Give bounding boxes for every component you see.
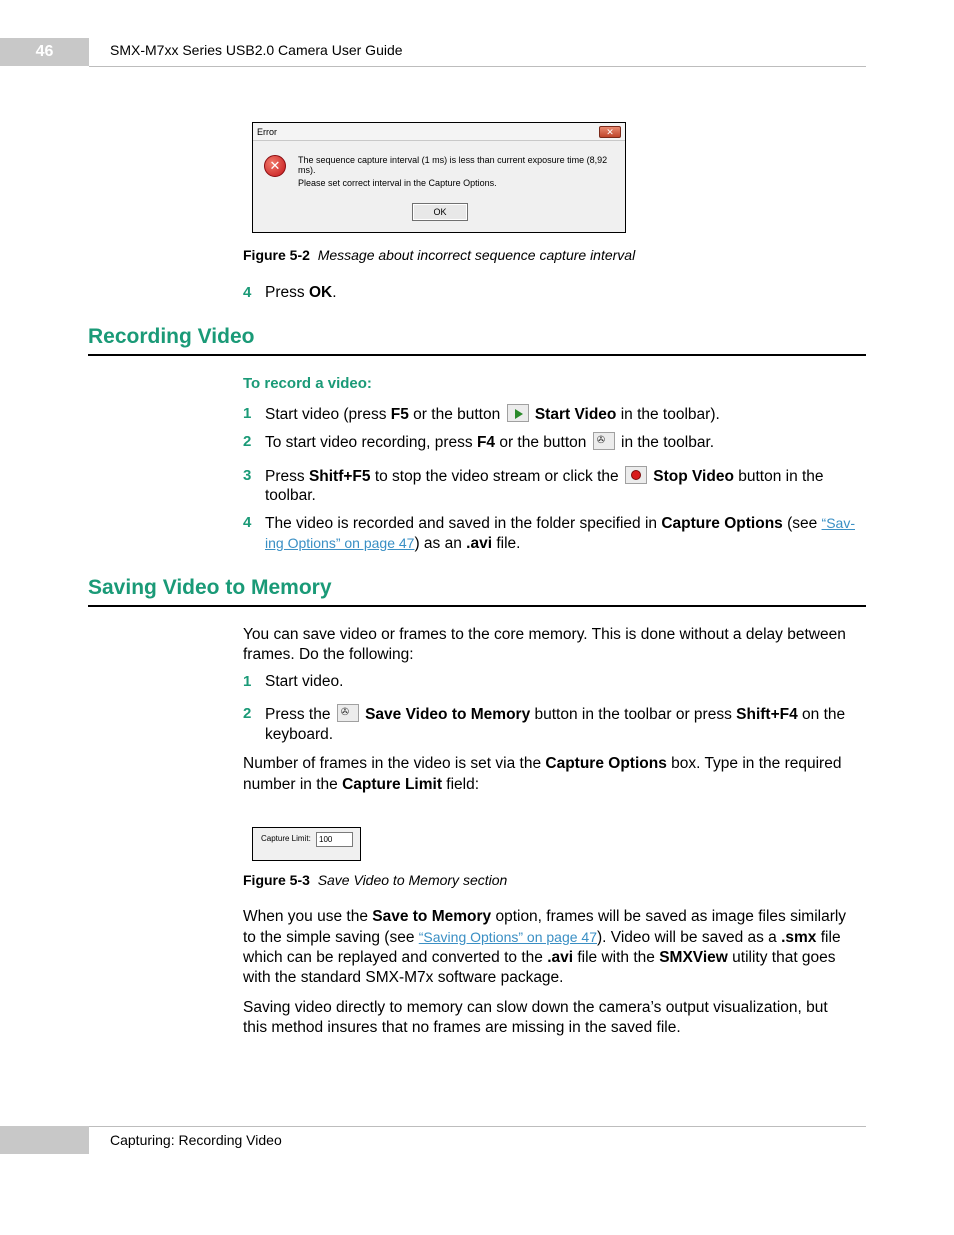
paragraph-line: Saving video directly to memory can slow down the camera’s output visualization, but [243, 999, 828, 1016]
step-text: or the button [408, 406, 505, 423]
paragraph-line: this method insures that no frames are missing in the saved file. [243, 1019, 681, 1036]
link-saving-options[interactable]: ing Options” on page 47 [265, 535, 415, 551]
step-text: Press [265, 284, 309, 301]
step-text: in the toolbar). [616, 406, 720, 423]
step-number: 3 [243, 467, 252, 484]
link-saving-options[interactable]: “Sav- [821, 515, 855, 531]
step-text: button in the [733, 468, 824, 485]
step-bold: Stop Video [653, 468, 734, 485]
step-bold: Start Video [534, 406, 617, 423]
step-bold: Capture Options [661, 515, 783, 532]
step-text: to stop the video stream or click the [370, 468, 623, 485]
step-text: (see [782, 515, 822, 532]
step-number: 4 [243, 284, 252, 301]
bold-term: .avi [547, 949, 574, 966]
error-dialog [252, 122, 626, 233]
step-text: or the button [495, 434, 591, 451]
bold-term: .smx [781, 929, 817, 946]
step-number: 4 [243, 514, 252, 531]
figure-caption-text: Message about incorrect sequence capture interval [317, 247, 636, 263]
heading-recording-video: Recording Video [88, 325, 255, 348]
step-number: 2 [243, 433, 252, 450]
capture-limit-label: Capture Limit: [261, 834, 311, 843]
save-to-memory-icon[interactable]: ✇ [337, 704, 359, 722]
subheading-to-record: To record a video: [243, 375, 372, 392]
step-press-ok [243, 283, 337, 303]
bold-term: Capture Options [545, 755, 667, 772]
step-text: Press [265, 468, 309, 485]
step-bold: Shift+F4 [736, 706, 798, 723]
paragraph-line: frames. Do the following: [243, 646, 414, 663]
header-rule [89, 66, 866, 67]
footer-block [0, 1126, 89, 1154]
figure-5-2-caption [243, 247, 635, 263]
saving-paragraph-2: Number of frames in the video is set via the Capture Options box. Type in the required number in the Capture Limit field: [243, 755, 842, 793]
dialog-message-line1: The sequence capture interval (1 ms) is less than current exposure time (8,92 ms). [298, 155, 608, 175]
step-text: toolbar. [265, 487, 316, 504]
link-saving-options[interactable]: “Saving Options” on page 47 [418, 929, 597, 945]
ok-button[interactable]: OK [412, 203, 468, 221]
footer-rule [89, 1126, 866, 1127]
bold-term: Capture Limit [342, 776, 442, 793]
step-text: The video is recorded and saved in the folder specified in [265, 515, 662, 532]
heading-saving-video: Saving Video to Memory [88, 576, 332, 599]
step-text: Start video (press [265, 406, 391, 423]
step-text: To start video recording, press [265, 434, 477, 451]
saving-paragraph-4 [243, 998, 828, 1038]
step-bold: .avi [466, 535, 493, 552]
record-camera-icon[interactable]: ✇ [593, 432, 615, 450]
step-number: 2 [243, 705, 252, 722]
step-bold: Save Video to Memory [365, 706, 531, 723]
step-number: 1 [243, 673, 252, 690]
dialog-titlebar [253, 123, 625, 141]
step-text: ) as an [414, 535, 467, 552]
step-text: Press the [265, 706, 335, 723]
recording-step-2 [243, 432, 715, 452]
paragraph-line: You can save video or frames to the core memory. This is done without a delay between [243, 626, 846, 643]
close-icon[interactable]: ✕ [599, 126, 621, 138]
play-icon[interactable] [507, 404, 529, 422]
step-text: Start video. [265, 673, 344, 690]
stop-icon[interactable] [625, 466, 647, 484]
step-text: keyboard. [265, 726, 334, 743]
step-text: on the [797, 706, 846, 723]
step-bold: OK [308, 284, 333, 301]
recording-step-4 [243, 513, 855, 552]
figure-label: Figure 5-3 [243, 872, 310, 888]
dialog-title: Error [257, 127, 277, 137]
heading-rule [88, 354, 866, 356]
bold-term: SMXView [659, 949, 728, 966]
saving-paragraph-3: When you use the Save to Memory option, frames will be saved as image files similarly to the simple saving (see “Saving Options” on page 47). Video will be saved as a .smx file which can be replayed and converted to the .avi file with the SMXView utility that goes with the standard SMX-M7x software package. [243, 908, 847, 986]
step-bold: F5 [390, 406, 409, 423]
step-bold: F4 [476, 434, 496, 451]
page-number: 46 [35, 43, 54, 60]
saving-intro [243, 625, 846, 665]
header-title: SMX-M7xx Series USB2.0 Camera User Guide [110, 42, 403, 58]
capture-limit-panel [252, 827, 361, 861]
recording-step-1 [243, 404, 720, 424]
step-text: button in the toolbar or press [530, 706, 737, 723]
figure-label: Figure 5-2 [243, 247, 310, 263]
recording-step-3 [243, 466, 824, 504]
error-icon: ✕ [264, 155, 286, 177]
footer-text: Capturing: Recording Video [110, 1132, 282, 1148]
figure-caption-text: Save Video to Memory section [317, 872, 508, 888]
saving-step-1 [243, 672, 344, 692]
step-text: in the toolbar. [616, 434, 715, 451]
saving-step-2 [243, 704, 846, 743]
bold-term: Save to Memory [372, 908, 492, 925]
step-end: . [332, 284, 337, 301]
step-number: 1 [243, 405, 252, 422]
figure-5-3-caption [243, 872, 507, 888]
dialog-message-line2: Please set correct interval in the Capture Options. [298, 178, 497, 188]
step-text: file. [492, 535, 521, 552]
heading-rule [88, 605, 866, 607]
capture-limit-input[interactable]: 100 [316, 832, 353, 847]
step-bold: Shitf+F5 [308, 468, 371, 485]
